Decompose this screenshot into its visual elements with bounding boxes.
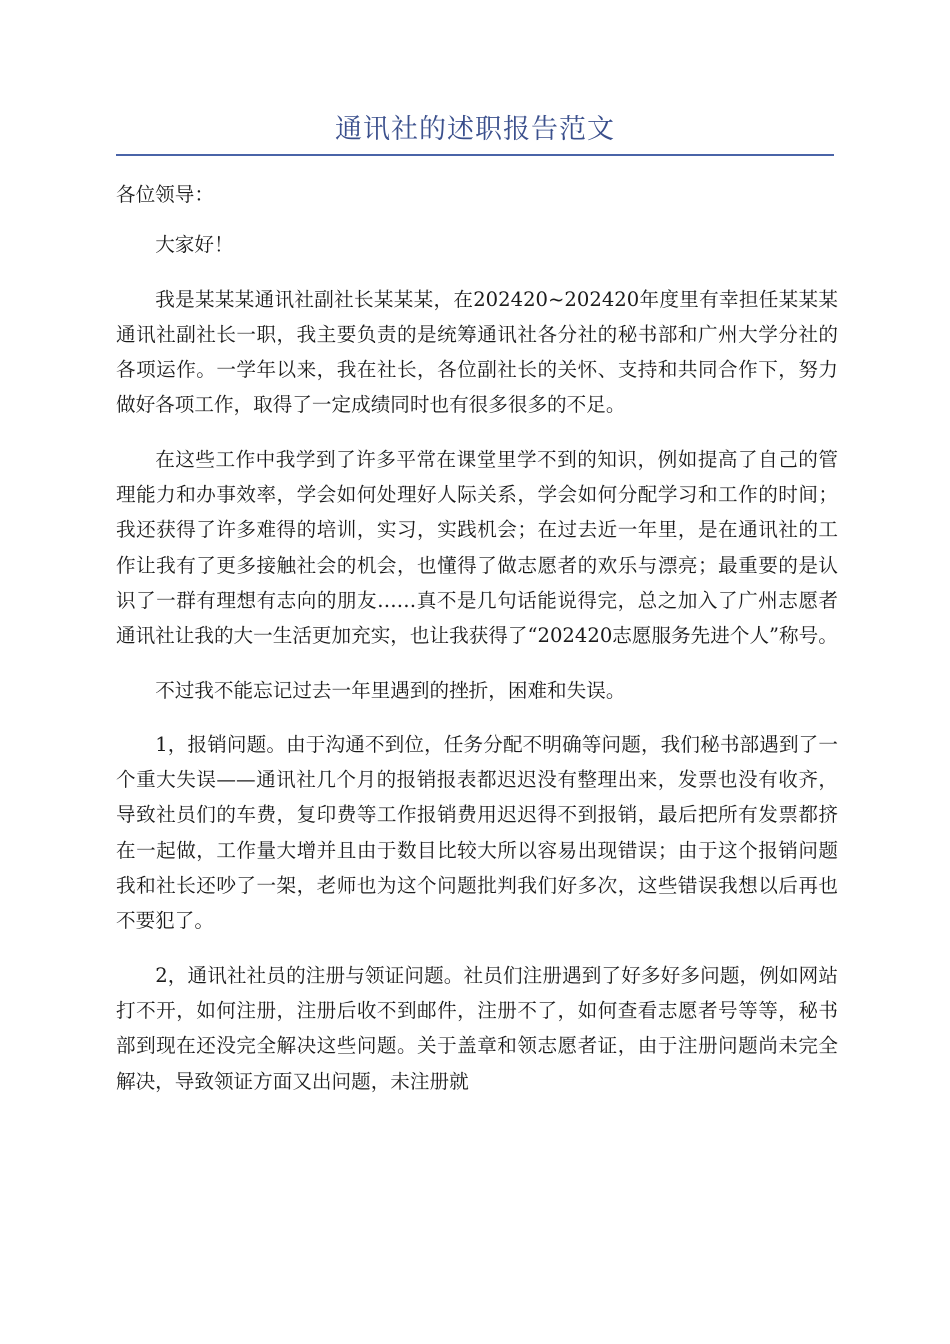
title-underline [116, 154, 834, 156]
registration-issue-paragraph: 2，通讯社社员的注册与领证问题。社员们注册遇到了好多好多问题，例如网站打不开，如何注册，注册后收不到邮件，注册不了，如何查看志愿者号等等，秘书部到现在还没完全解决这些问题。关于盖章和领志愿者证，由于注册问题尚未完全解决，导致领证方面又出问题，未注册就 [116, 963, 838, 1093]
learning-paragraph: 在这些工作中我学到了许多平常在课堂里学不到的知识，例如提高了自己的管理能力和办事效率，学会如何处理好人际关系，学会如何分配学习和工作的时间；我还获得了许多难得的培训，实习，实践机会；在过去近一年里，是在通讯社的工作让我有了更多接触社会的机会，也懂得了做志愿者的欢乐与漂亮；最重要的是认识了一群有理想有志向的朋友……真不是几句话能说得完，总之加入了广州志愿者通讯社让我的大一生活更加充实，也让我获得了“202420志愿服务先进个人”称号。 [116, 447, 838, 648]
salutation: 各位领导： [116, 183, 214, 206]
reimbursement-issue-paragraph: 1，报销问题。由于沟通不到位，任务分配不明确等问题，我们秘书部遇到了一个重大失误——通讯社几个月的报销报表都迟迟没有整理出来，发票也没有收齐，导致社员们的车费，复印费等工作报销费用迟迟得不到报销，最后把所有发票都挤在一起做，工作量大增并且由于数目比较大所以容易出现错误；由于这个报销问题我和社长还吵了一架，老师也为这个问题批判我们好多次，这些错误我想以后再也不要犯了。 [116, 732, 838, 933]
introduction-paragraph: 我是某某某通讯社副社长某某某，在202420~202420年度里有幸担任某某某通讯社副社长一职，我主要负责的是统筹通讯社各分社的秘书部和广州大学分社的各项运作。一学年以来，我在社长，各位副社长的关怀、支持和共同合作下，努力做好各项工作，取得了一定成绩同时也有很多很多的不足。 [116, 287, 838, 417]
document-title: 通讯社的述职报告范文 [335, 114, 615, 145]
setbacks-paragraph: 不过我不能忘记过去一年里遇到的挫折，困难和失误。 [155, 678, 626, 702]
greeting-paragraph: 大家好！ [155, 233, 234, 257]
document-body [116, 177, 838, 1118]
